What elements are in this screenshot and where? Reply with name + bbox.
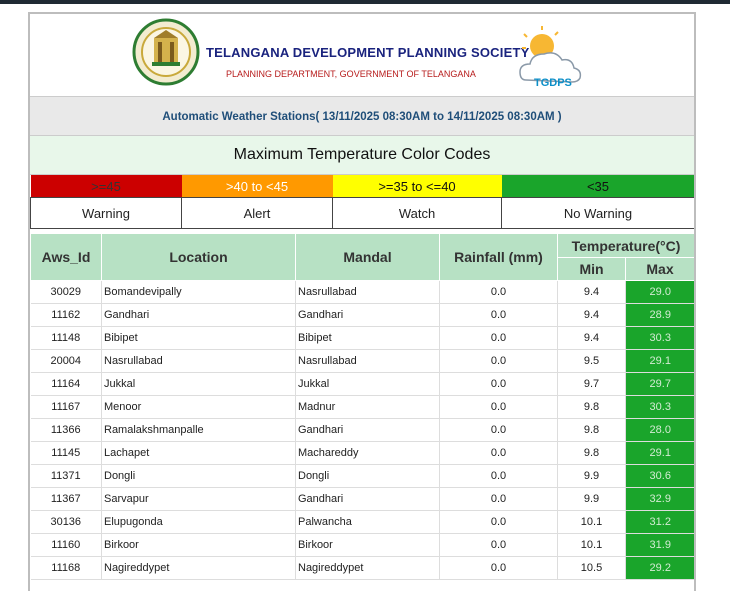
- max-temp-cell: 31.2: [626, 511, 695, 534]
- max-temp-cell: 30.3: [626, 396, 695, 419]
- aws-id-cell: 30029: [31, 281, 102, 304]
- min-temp-cell: 9.4: [558, 304, 626, 327]
- code-range-no-warning: <35: [502, 175, 695, 198]
- rainfall-cell: 0.0: [440, 419, 558, 442]
- col-header-mandal: Mandal: [296, 234, 440, 281]
- location-cell: Gandhari: [102, 304, 296, 327]
- col-header-max: Max: [626, 258, 695, 281]
- mandal-cell: Gandhari: [296, 419, 440, 442]
- rainfall-cell: 0.0: [440, 442, 558, 465]
- col-header-location: Location: [102, 234, 296, 281]
- table-row: [31, 419, 695, 442]
- table-row: [31, 557, 695, 580]
- col-header-rainfall: Rainfall (mm): [440, 234, 558, 281]
- max-temp-cell: 32.9: [626, 488, 695, 511]
- table-row: [31, 511, 695, 534]
- col-header-temperature: Temperature(°C): [558, 234, 695, 258]
- table-row: [31, 304, 695, 327]
- min-temp-cell: 9.9: [558, 488, 626, 511]
- table-row: [31, 534, 695, 557]
- max-temp-cell: 29.2: [626, 557, 695, 580]
- code-range-warning: >=45: [31, 175, 182, 198]
- min-temp-cell: 9.8: [558, 442, 626, 465]
- aws-id-cell: 11366: [31, 419, 102, 442]
- code-label-no-warning: No Warning: [502, 198, 695, 229]
- min-temp-cell: 10.5: [558, 557, 626, 580]
- col-header-aws-id: Aws_Id: [31, 234, 102, 281]
- rainfall-cell: 0.0: [440, 396, 558, 419]
- min-temp-cell: 9.8: [558, 396, 626, 419]
- col-header-min: Min: [558, 258, 626, 281]
- table-row: [31, 281, 695, 304]
- mandal-cell: Nagireddypet: [296, 557, 440, 580]
- code-range-alert: >40 to <45: [182, 175, 333, 198]
- rainfall-cell: 0.0: [440, 557, 558, 580]
- table-row: [31, 373, 695, 396]
- tgdps-logo: [510, 20, 590, 96]
- location-cell: Nasrullabad: [102, 350, 296, 373]
- location-cell: Sarvapur: [102, 488, 296, 511]
- mandal-cell: Gandhari: [296, 304, 440, 327]
- aws-id-cell: 11168: [31, 557, 102, 580]
- max-temp-cell: 28.0: [626, 419, 695, 442]
- location-cell: Ramalakshmanpalle: [102, 419, 296, 442]
- page-header: [30, 14, 694, 97]
- rainfall-cell: 0.0: [440, 373, 558, 396]
- aws-id-cell: 11160: [31, 534, 102, 557]
- mandal-cell: Palwancha: [296, 511, 440, 534]
- aws-id-cell: 11164: [31, 373, 102, 396]
- weather-data-table: [30, 233, 695, 580]
- location-cell: Bomandevipally: [102, 281, 296, 304]
- rainfall-cell: 0.0: [440, 488, 558, 511]
- rainfall-cell: 0.0: [440, 327, 558, 350]
- aws-id-cell: 11148: [31, 327, 102, 350]
- min-temp-cell: 9.8: [558, 419, 626, 442]
- aws-id-cell: 20004: [31, 350, 102, 373]
- table-row: [31, 465, 695, 488]
- min-temp-cell: 9.4: [558, 281, 626, 304]
- location-cell: Elupugonda: [102, 511, 296, 534]
- location-cell: Nagireddypet: [102, 557, 296, 580]
- aws-id-cell: 11367: [31, 488, 102, 511]
- aws-id-cell: 11145: [31, 442, 102, 465]
- location-cell: Jukkal: [102, 373, 296, 396]
- min-temp-cell: 9.4: [558, 327, 626, 350]
- aws-id-cell: 30136: [31, 511, 102, 534]
- table-row: [31, 350, 695, 373]
- table-row: [31, 442, 695, 465]
- max-temp-cell: 30.6: [626, 465, 695, 488]
- mandal-cell: Nasrullabad: [296, 350, 440, 373]
- table-row: [31, 396, 695, 419]
- color-code-table: [30, 175, 695, 229]
- org-name: TELANGANA DEVELOPMENT PLANNING SOCIETY: [206, 45, 530, 60]
- min-temp-cell: 9.7: [558, 373, 626, 396]
- code-label-watch: Watch: [333, 198, 502, 229]
- rainfall-cell: 0.0: [440, 511, 558, 534]
- location-cell: Birkoor: [102, 534, 296, 557]
- location-cell: Bibipet: [102, 327, 296, 350]
- location-cell: Lachapet: [102, 442, 296, 465]
- max-temp-cell: 29.0: [626, 281, 695, 304]
- color-codes-title: Maximum Temperature Color Codes: [30, 136, 694, 175]
- mandal-cell: Machareddy: [296, 442, 440, 465]
- report-frame: [28, 12, 696, 591]
- aws-id-cell: 11162: [31, 304, 102, 327]
- mandal-cell: Bibipet: [296, 327, 440, 350]
- rainfall-cell: 0.0: [440, 350, 558, 373]
- min-temp-cell: 9.5: [558, 350, 626, 373]
- max-temp-cell: 29.1: [626, 350, 695, 373]
- rainfall-cell: 0.0: [440, 465, 558, 488]
- code-range-watch: >=35 to <=40: [333, 175, 502, 198]
- rainfall-cell: 0.0: [440, 534, 558, 557]
- code-label-warning: Warning: [31, 198, 182, 229]
- location-cell: Menoor: [102, 396, 296, 419]
- aws-id-cell: 11371: [31, 465, 102, 488]
- rainfall-cell: 0.0: [440, 281, 558, 304]
- max-temp-cell: 28.9: [626, 304, 695, 327]
- location-cell: Dongli: [102, 465, 296, 488]
- mandal-cell: Jukkal: [296, 373, 440, 396]
- max-temp-cell: 31.9: [626, 534, 695, 557]
- mandal-cell: Nasrullabad: [296, 281, 440, 304]
- mandal-cell: Birkoor: [296, 534, 440, 557]
- min-temp-cell: 9.9: [558, 465, 626, 488]
- mandal-cell: Dongli: [296, 465, 440, 488]
- aws-id-cell: 11167: [31, 396, 102, 419]
- mandal-cell: Madnur: [296, 396, 440, 419]
- aws-title: Automatic Weather Stations( 13/11/2025 08:30AM to 14/11/2025 08:30AM ): [30, 97, 694, 136]
- min-temp-cell: 10.1: [558, 534, 626, 557]
- rainfall-cell: 0.0: [440, 304, 558, 327]
- table-body: [31, 281, 695, 580]
- code-label-alert: Alert: [182, 198, 333, 229]
- min-temp-cell: 10.1: [558, 511, 626, 534]
- max-temp-cell: 29.1: [626, 442, 695, 465]
- telangana-seal-logo: [132, 18, 200, 86]
- max-temp-cell: 30.3: [626, 327, 695, 350]
- department-name: PLANNING DEPARTMENT, GOVERNMENT OF TELANGANA: [226, 69, 476, 79]
- max-temp-cell: 29.7: [626, 373, 695, 396]
- table-row: [31, 488, 695, 511]
- mandal-cell: Gandhari: [296, 488, 440, 511]
- table-row: [31, 327, 695, 350]
- top-strip: [0, 0, 730, 4]
- svg-text:TGDPS: TGDPS: [534, 77, 572, 89]
